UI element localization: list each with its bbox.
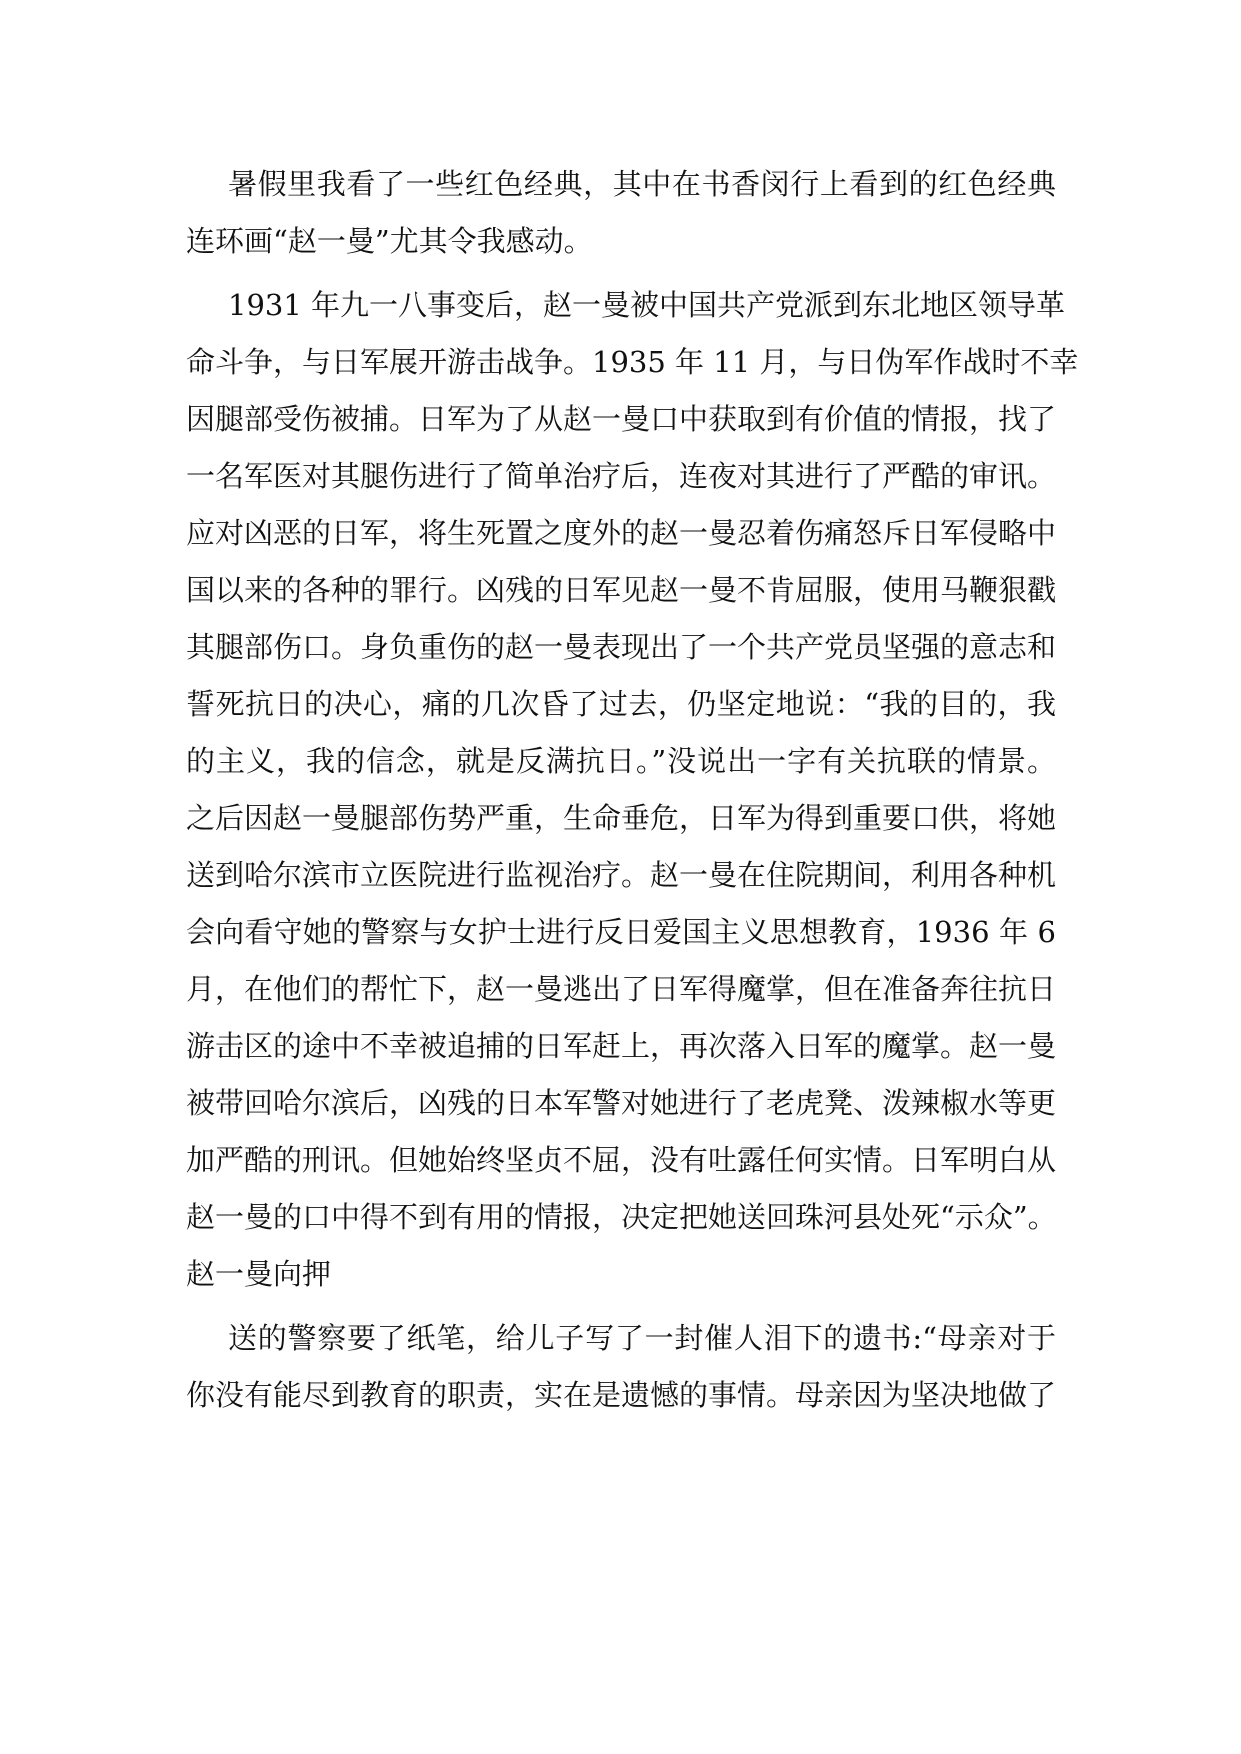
paragraph-3 — [186, 1310, 1056, 1424]
text-line: 国以来的各种的罪行。凶残的日军见赵一曼不肯屈服，使用马鞭狠戳 — [186, 573, 1057, 607]
text-line: 誓死抗日的决心，痛的几次昏了过去，仍坚定地说：“我的目的，我 — [186, 687, 1056, 721]
text-line: 暑假里我看了一些红色经典，其中在书香闵行上看到的红色经典 — [228, 167, 1056, 201]
text-line: 加严酷的刑讯。但她始终坚贞不屈，没有吐露任何实情。日军明白从 — [186, 1143, 1057, 1177]
text-line: 之后因赵一曼腿部伤势严重，生命垂危，日军为得到重要口供，将她 — [186, 801, 1057, 835]
text-line: 赵一曼向押 — [186, 1257, 332, 1291]
text-line: 赵一曼的口中得不到有用的情报，决定把她送回珠河县处死“示众”。 — [186, 1200, 1057, 1234]
document-body — [186, 156, 1079, 1424]
paragraph-2 — [186, 277, 1079, 1303]
text-line: 其腿部伤口。身负重伤的赵一曼表现出了一个共产党员坚强的意志和 — [186, 630, 1057, 664]
text-line: 月，在他们的帮忙下，赵一曼逃出了日军得魔掌，但在准备奔往抗日 — [186, 972, 1057, 1006]
text-line: 的主义，我的信念，就是反满抗日。”没说出一字有关抗联的情景。 — [186, 744, 1056, 778]
text-line: 应对凶恶的日军，将生死置之度外的赵一曼忍着伤痛怒斥日军侵略中 — [186, 516, 1057, 550]
text-line: 命斗争，与日军展开游击战争。1935 年 11 月，与日伪军作战时不幸 — [186, 345, 1079, 379]
text-line: 一名军医对其腿伤进行了简单治疗后，连夜对其进行了严酷的审讯。 — [186, 459, 1057, 493]
text-line: 会向看守她的警察与女护士进行反日爱国主义思想教育，1936 年 6 — [186, 915, 1056, 949]
paragraph-1 — [186, 156, 1056, 270]
text-line: 送到哈尔滨市立医院进行监视治疗。赵一曼在住院期间，利用各种机 — [186, 858, 1057, 892]
text-line: 被带回哈尔滨后，凶残的日本军警对她进行了老虎凳、泼辣椒水等更 — [186, 1086, 1057, 1120]
text-line: 因腿部受伤被捕。日军为了从赵一曼口中获取到有价值的情报，找了 — [186, 402, 1057, 436]
text-line: 连环画“赵一曼”尤其令我感动。 — [186, 224, 593, 258]
text-line: 1931 年九一八事变后，赵一曼被中国共产党派到东北地区领导革 — [228, 288, 1066, 322]
text-line: 送的警察要了纸笔，给儿子写了一封催人泪下的遗书:“母亲对于 — [228, 1321, 1056, 1355]
text-line: 游击区的途中不幸被追捕的日军赶上，再次落入日军的魔掌。赵一曼 — [186, 1029, 1057, 1063]
text-line: 你没有能尽到教育的职责，实在是遗憾的事情。母亲因为坚决地做了 — [186, 1378, 1057, 1412]
